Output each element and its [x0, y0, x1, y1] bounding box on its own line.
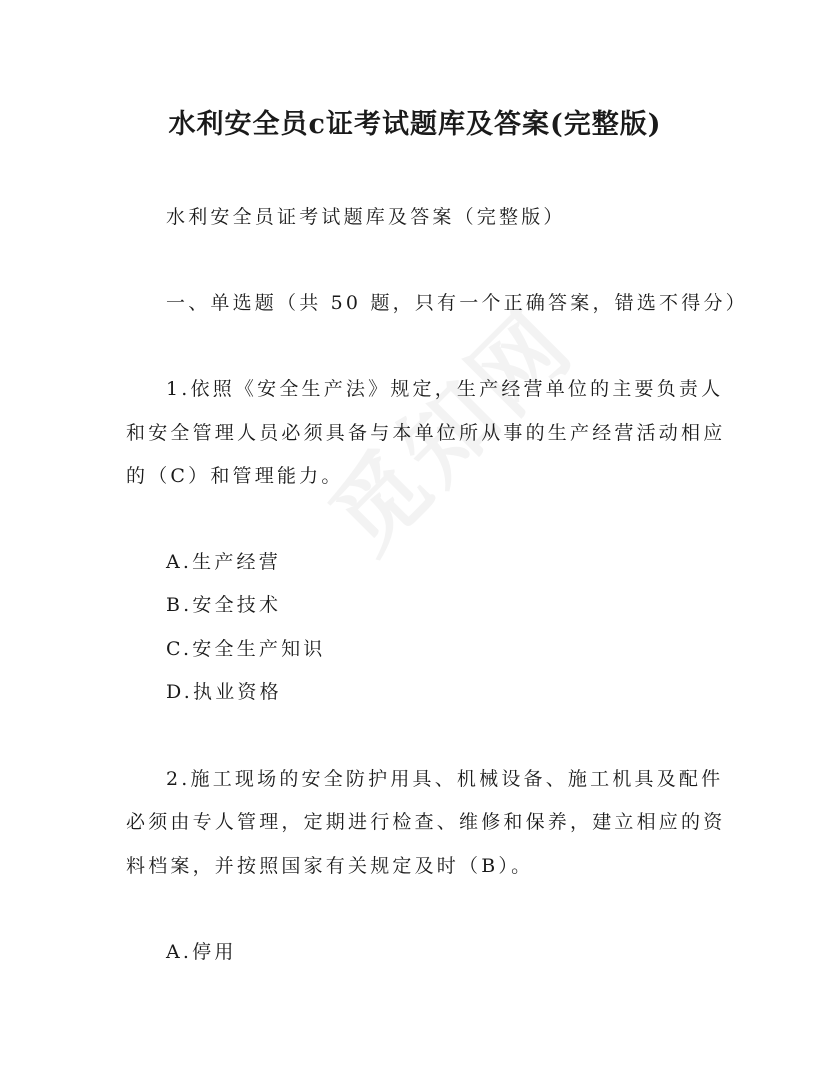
- document-subtitle: 水利安全员证考试题库及答案（完整版）: [166, 206, 566, 228]
- question-1-option-d: D.执业资格: [166, 681, 282, 703]
- section-heading: 一、单选题（共 50 题，只有一个正确答案，错选不得分）: [166, 292, 748, 314]
- question-1-option-c: C.安全生产知识: [166, 638, 326, 660]
- question-2-option-a: A.停用: [166, 941, 237, 963]
- question-2-stem-line-1: 2.施工现场的安全防护用具、机械设备、施工机具及配件: [166, 768, 724, 790]
- question-1-stem-line-1: 1.依照《安全生产法》规定，生产经营单位的主要负责人: [166, 378, 724, 400]
- document-title: 水利安全员c证考试题库及答案(完整版): [168, 109, 662, 140]
- question-1-stem-line-2: 和安全管理人员必须具备与本单位所从事的生产经营活动相应: [126, 422, 726, 444]
- question-2-stem-line-2: 必须由专人管理，定期进行检查、维修和保养，建立相应的资: [126, 811, 726, 833]
- question-1-stem-line-3: 的（C）和管理能力。: [126, 465, 344, 487]
- question-1-option-b: B.安全技术: [166, 594, 282, 616]
- question-2-stem-line-3: 料档案，并按照国家有关规定及时（B）。: [126, 855, 534, 877]
- question-1-option-a: A.生产经营: [166, 551, 281, 573]
